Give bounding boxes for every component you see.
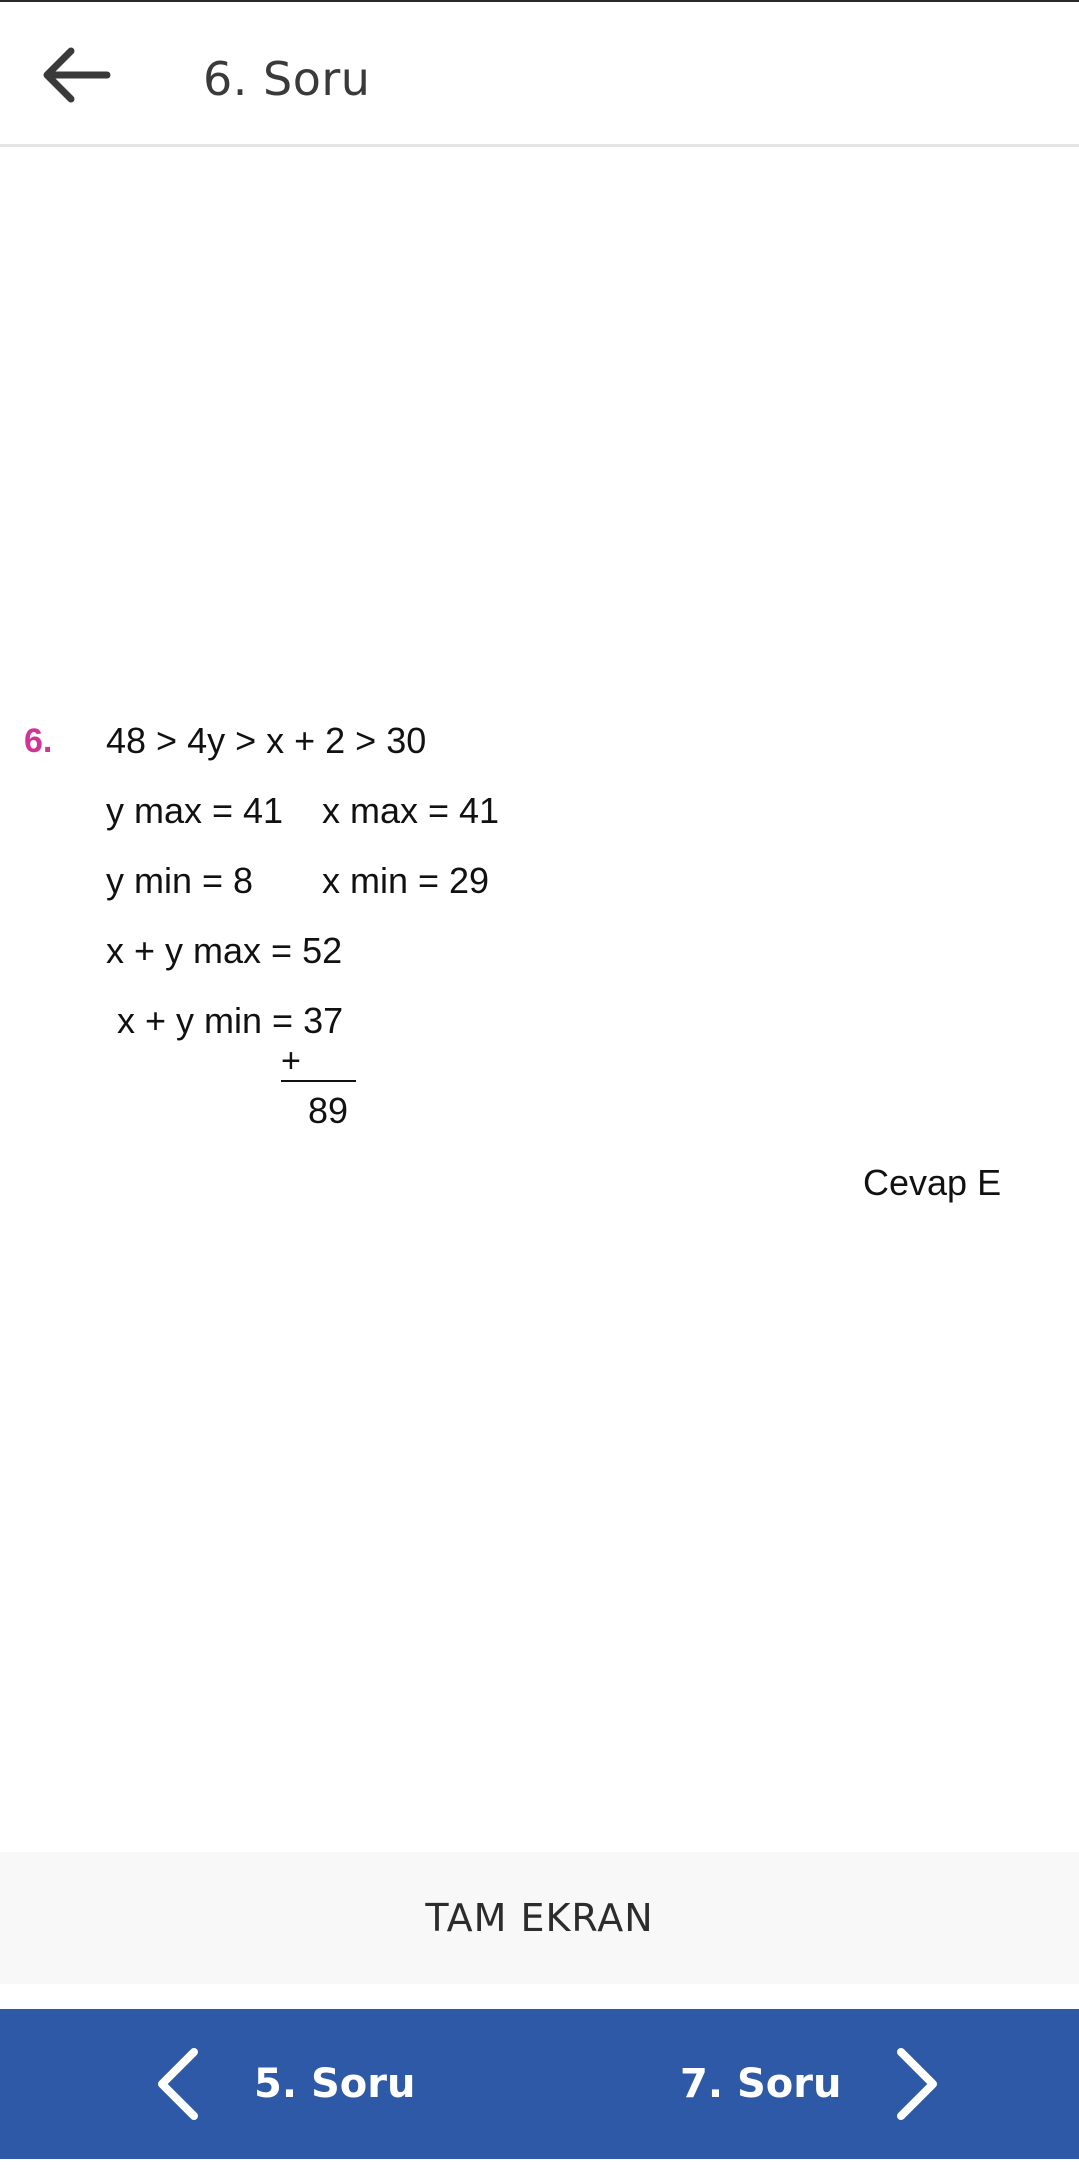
next-question-button[interactable] xyxy=(680,2009,945,2159)
question-navigation xyxy=(0,2009,1079,2159)
chevron-left-icon xyxy=(150,2044,206,2124)
question-content xyxy=(0,147,1079,1852)
sum-max-line: x + y max = 52 xyxy=(106,930,343,971)
plus-sign: + xyxy=(281,1042,301,1080)
sum-result: 89 xyxy=(308,1090,349,1131)
y-min-line: y min = 8 xyxy=(106,860,254,901)
page-title: 6. Soru xyxy=(203,52,371,106)
x-min-line: x min = 29 xyxy=(322,860,490,901)
fullscreen-button[interactable] xyxy=(0,1852,1079,1984)
sum-min-line: x + y min = 37 xyxy=(117,1000,344,1041)
fullscreen-label: TAM EKRAN xyxy=(425,1896,654,1940)
prev-question-label: 5. Soru xyxy=(254,2061,416,2107)
inequality-line: 48 > 4y > x + 2 > 30 xyxy=(106,720,427,761)
app-bar xyxy=(0,2,1079,147)
bottom-strip xyxy=(0,2159,1079,2184)
chevron-right-icon xyxy=(889,2044,945,2124)
next-question-label: 7. Soru xyxy=(680,2061,842,2107)
question-number: 6. xyxy=(24,722,53,760)
prev-question-button[interactable] xyxy=(150,2009,415,2159)
back-button[interactable] xyxy=(30,30,120,120)
sum-rule xyxy=(281,1080,356,1082)
x-max-line: x max = 41 xyxy=(322,790,500,831)
arrow-left-icon xyxy=(35,35,115,115)
answer-text: Cevap E xyxy=(863,1162,1002,1203)
y-max-line: y max = 41 xyxy=(106,790,284,831)
